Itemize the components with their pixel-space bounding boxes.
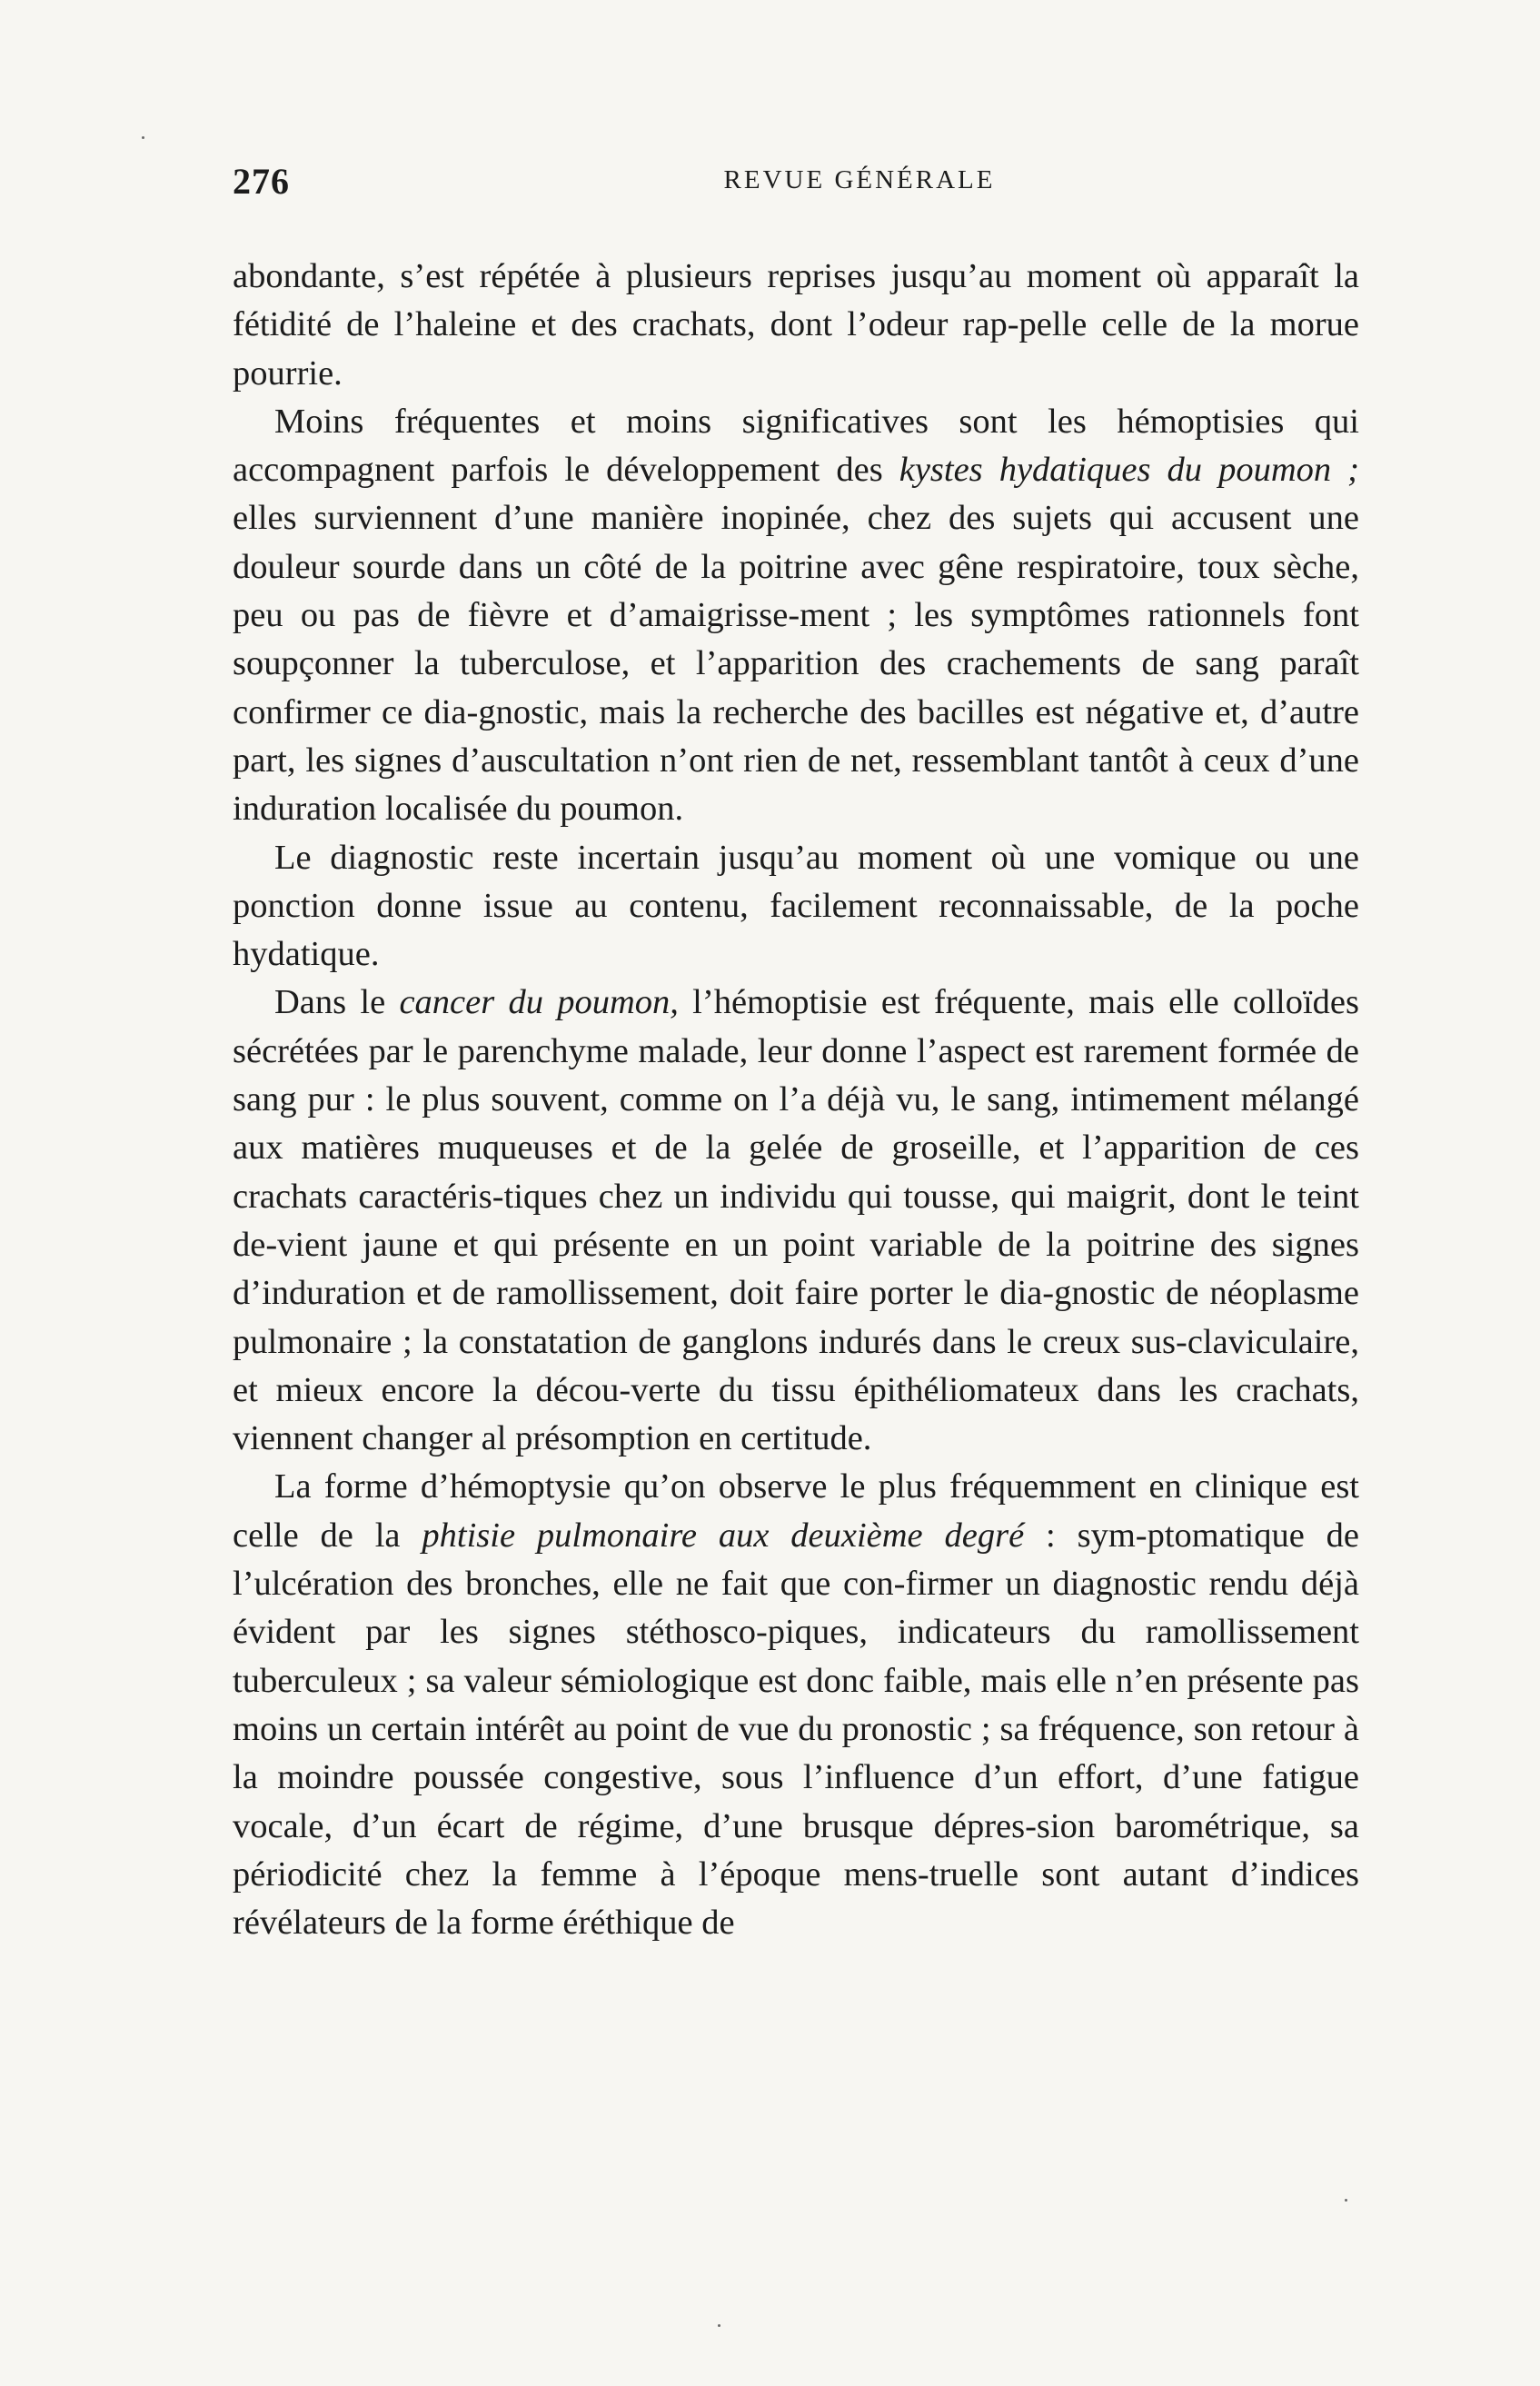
page-header [233, 160, 1359, 214]
text-segment: elles surviennent d’une manière inopinée, chez des sujets qui accusent une douleur sourde dans un côté de la poitrine avec gêne respiratoire, toux sèche, peu ou pas de fièvre et d’amaigrisse-ment ; les symptômes rationnels font soupçonner la tuberculose, et l’apparition des crachements de sang paraît confirmer ce dia-gnostic, mais la recherche des bacilles est négative et, d’autre part, les signes d’auscultation n’ont rien de net, ressemblant tantôt à ceux d’une induration localisée du poumon. [233, 499, 1359, 829]
text-segment: Le diagnostic reste incertain jusqu’au moment où une vomique ou une ponction donne issue au contenu, facilement reconnaissable, de la poche hydatique. [233, 838, 1359, 974]
paragraph [233, 979, 1359, 1463]
scan-speck [142, 136, 144, 139]
text-segment: l’hémoptisie est fréquente, mais elle colloïdes sécrétées par le parenchyme malade, leur donne l’aspect est rarement formée de sang pur : le plus souvent, comme on l’a déjà vu, le sang, intimement mélangé aux matières muqueuses et de la gelée de groseille, et l’apparition de ces crachats caractéris-tiques chez un individu qui tousse, qui maigrit, dont le teint de-vient jaune et qui présente en un point variable de la poitrine des signes d’induration et de ramollissement, doit faire porter le dia-gnostic de néoplasme pulmonaire ; la constatation de ganglons indurés dans le creux sus-claviculaire, et mieux encore la décou-verte du tissu épithéliomateux dans les crachats, viennent changer al présomption en certitude. [233, 983, 1359, 1458]
paragraph [233, 1463, 1359, 1947]
italic-text-segment: cancer du poumon, [399, 983, 679, 1022]
text-segment: : sym-ptomatique de l’ulcération des bronches, elle ne fait que con-firmer un diagnostic rendu déjà évident par les signes stéthosco-piques, indicateurs du ramollissement tuberculeux ; sa valeur sémiologique est donc faible, mais elle n’en présente pas moins un certain intérêt au point de vue du pronostic ; sa fréquence, son retour à la moindre poussée congestive, sous l’influence d’un effort, d’une fatigue vocale, d’un écart de régime, d’une brusque dépres-sion barométrique, sa périodicité chez la femme à l’époque mens-truelle sont autant d’indices révélateurs de la forme éréthique de [233, 1516, 1360, 1943]
running-head: REVUE GÉNÉRALE [723, 165, 996, 194]
text-segment: La forme d’hémoptysie qu’on observe le plus fréquemment en clinique est celle de la [233, 1467, 1359, 1555]
paragraph [233, 834, 1359, 979]
text-segment: abondante, s’est répétée à plusieurs reprises jusqu’au moment où apparaît la fétidité de l’haleine et des crachats, dont l’odeur rap-pelle celle de la morue pourrie. [233, 257, 1359, 393]
page-number: 276 [233, 161, 290, 202]
text-segment: Moins fréquentes et moins significatives sont les hémoptisies qui accompagnent parfois le développement des [233, 402, 1359, 490]
italic-text-segment: kystes hydatiques du poumon ; [899, 451, 1359, 490]
scan-speck [1345, 2199, 1347, 2202]
body-text [233, 253, 1359, 1947]
paragraph [233, 253, 1359, 398]
scan-speck [718, 2324, 720, 2327]
italic-text-segment: phtisie pulmonaire aux deuxième degré [422, 1516, 1025, 1555]
paragraph [233, 398, 1359, 834]
text-segment: Dans le [274, 983, 400, 1022]
